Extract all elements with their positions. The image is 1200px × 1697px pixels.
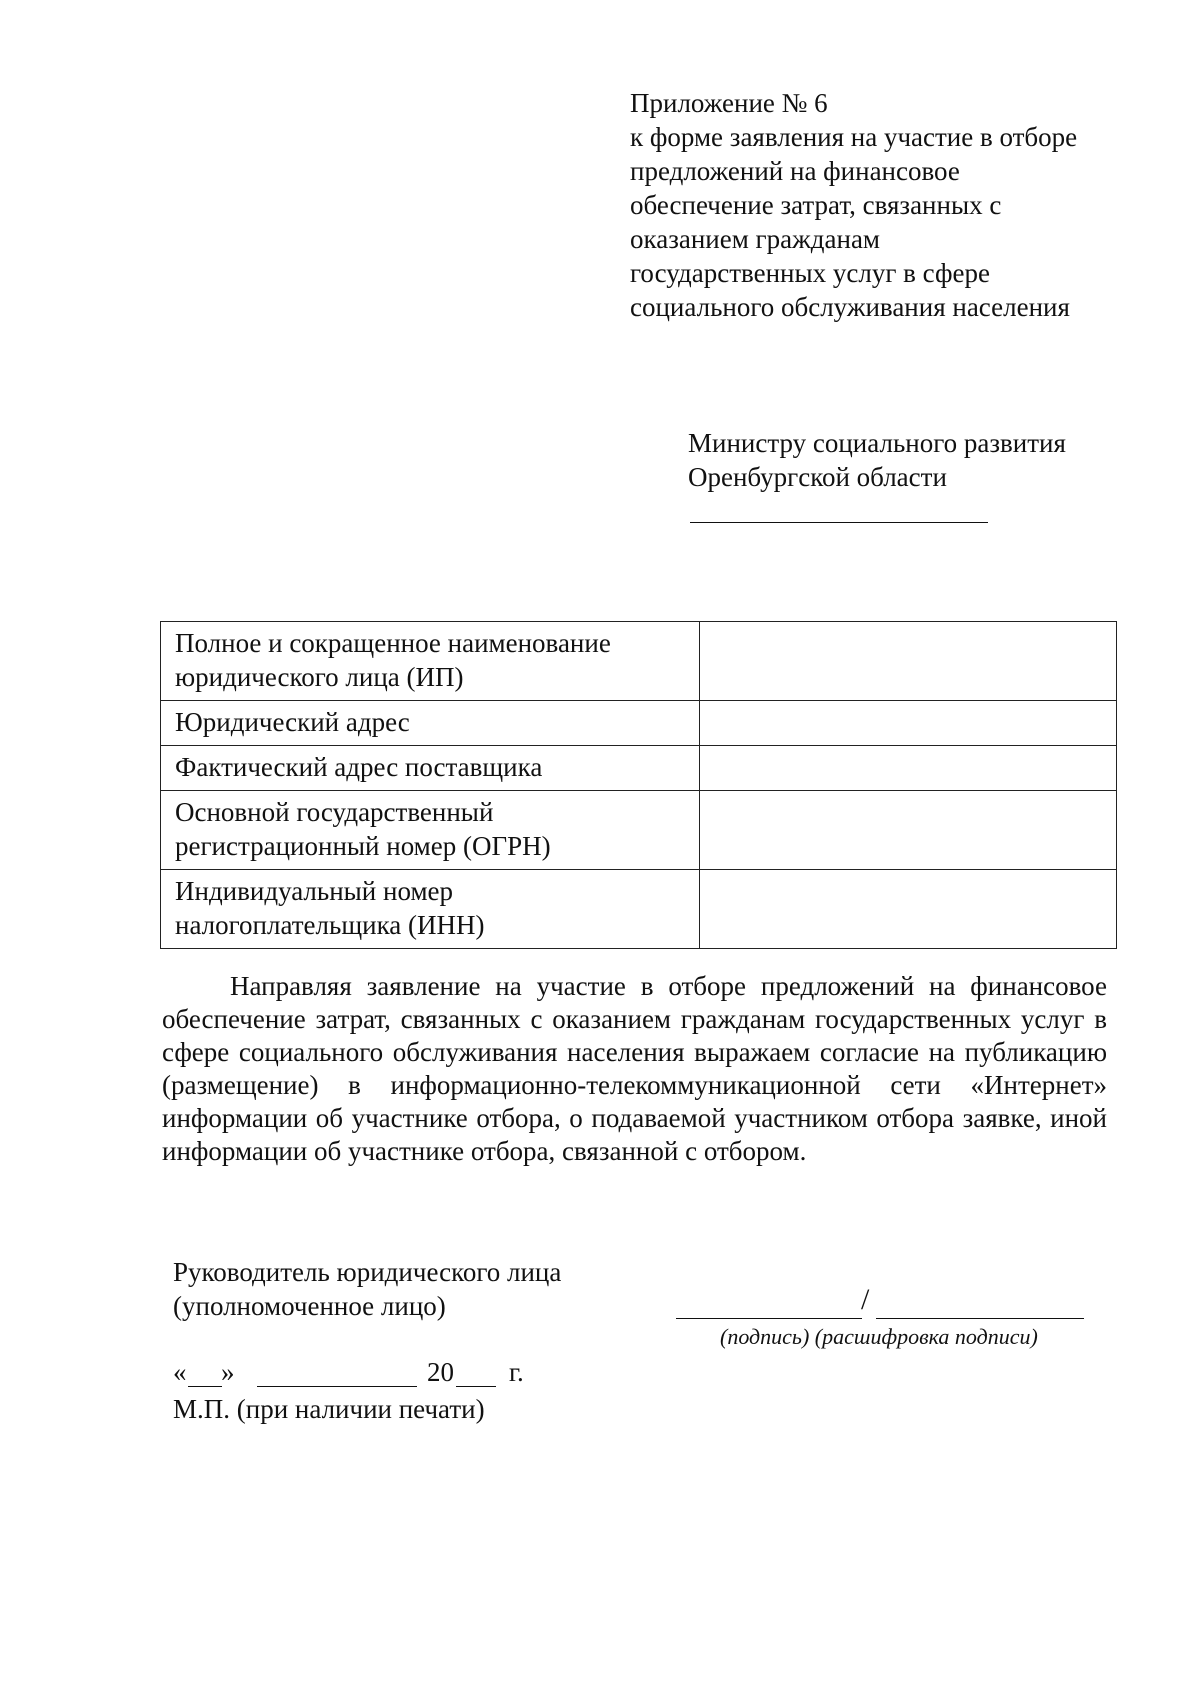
row-label (161, 701, 700, 746)
label-line: регистрационный номер (ОГРН) (175, 831, 551, 861)
appendix-line: оказанием гражданам (630, 224, 881, 254)
label-line: Фактический адрес поставщика (175, 752, 543, 782)
table-row (161, 870, 1117, 949)
signature-separator: / (861, 1283, 870, 1316)
addressee-block (688, 426, 1108, 494)
appendix-line: к форме заявления на участие в отборе (630, 122, 1078, 152)
date-year-prefix: 20 (427, 1357, 454, 1387)
label-line: Юридический адрес (175, 707, 410, 737)
label-line: Индивидуальный номер (175, 876, 454, 906)
date-year-suffix: г. (509, 1357, 524, 1387)
appendix-line: социального обслуживания населения (630, 292, 1070, 322)
label-line: налогоплательщика (ИНН) (175, 910, 485, 940)
row-value-field[interactable] (700, 701, 1117, 746)
row-label (161, 622, 700, 701)
label-line: Основной государственный (175, 797, 494, 827)
row-value-field[interactable] (700, 791, 1117, 870)
addressee-line: Оренбургской области (688, 462, 947, 492)
date-open-quote: « (173, 1357, 187, 1387)
row-label (161, 746, 700, 791)
addressee-name-blank[interactable] (690, 522, 988, 523)
signature-decoding-blank[interactable] (876, 1318, 1084, 1319)
row-label (161, 791, 700, 870)
applicant-info-table (160, 621, 1117, 949)
table-row (161, 622, 1117, 701)
date-close-quote: » (221, 1357, 235, 1387)
row-value-field[interactable] (700, 746, 1117, 791)
stamp-note: М.П. (при наличии печати) (173, 1394, 485, 1424)
signatory-title-line: (уполномоченное лицо) (173, 1291, 446, 1321)
table-row (161, 701, 1117, 746)
appendix-line: государственных услуг в сфере (630, 258, 990, 288)
table-row (161, 746, 1117, 791)
row-label (161, 870, 700, 949)
date-row (173, 1355, 553, 1389)
appendix-line: предложений на финансовое (630, 156, 960, 186)
date-month-blank[interactable] (257, 1386, 417, 1387)
appendix-line: Приложение № 6 (630, 88, 828, 118)
label-line: юридического лица (ИП) (175, 662, 464, 692)
appendix-line: обеспечение затрат, связанных с (630, 190, 1002, 220)
date-day-blank[interactable] (188, 1386, 222, 1387)
row-value-field[interactable] (700, 870, 1117, 949)
appendix-header (630, 86, 1100, 324)
signatory-title (173, 1255, 561, 1323)
signature-caption: (подпись) (расшифровка подписи) (720, 1324, 1038, 1349)
label-line: Полное и сокращенное наименование (175, 628, 611, 658)
signature-blank[interactable] (676, 1318, 862, 1319)
addressee-line: Министру социального развития (688, 428, 1066, 458)
table-row (161, 791, 1117, 870)
signatory-title-line: Руководитель юридического лица (173, 1257, 562, 1287)
consent-paragraph: Направляя заявление на участие в отборе предложений на финансовое обеспечение затрат, связанных с оказанием гражданам государственных услуг в сфере социального обслуживания населения выражаем согласие на публикацию (размещение) в информационно-телекоммуникационной сети «Интернет» информации об участнике отбора, о подаваемой участником отбора заявке, иной информации об участнике отбора, связанной с отбором. (162, 971, 1107, 1166)
signature-line (676, 1283, 1086, 1321)
row-value-field[interactable] (700, 622, 1117, 701)
date-year-blank[interactable] (456, 1386, 496, 1387)
